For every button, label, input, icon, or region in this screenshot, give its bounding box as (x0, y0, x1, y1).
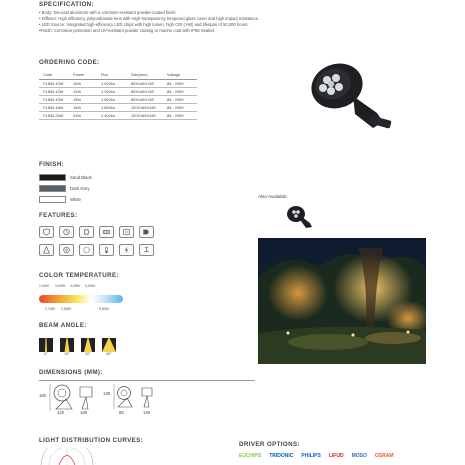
aluminum-body-icon (99, 226, 114, 238)
spec-line: • Diffuser: High efficiency polycarbonate lens with High-transparency tempered glass cover and high impact resistance. (39, 16, 260, 21)
table-header-row (39, 70, 197, 79)
cct-label: 3,000K (55, 284, 66, 288)
driver-brand-logos (239, 453, 394, 459)
table-cell: 85X146X138 (127, 87, 163, 95)
spec-line: • LED Source: Integrated high-efficiency LED chips with high lumen, high CRI (>90) and lifespan of 50,000 hours. (39, 22, 249, 27)
table-cell: 24W (69, 111, 97, 119)
table-cell: 120X189X180 (127, 111, 163, 119)
spec-line: • Body: Die-cast aluminum with a corrosion-resistant powder-coated finish. (39, 10, 177, 15)
beam-spread-icon (39, 244, 54, 256)
table-cell: 1,800lm (97, 103, 127, 111)
table-row (39, 79, 197, 87)
large-dimension-drawing (48, 383, 98, 413)
finish-label: Sand Black (70, 175, 92, 180)
cct-label: 2,700K (45, 307, 56, 311)
finish-swatches (39, 173, 92, 206)
table-cell: CLBEL10W (39, 79, 69, 87)
finish-label: White (70, 197, 81, 202)
cct-top-labels (39, 284, 123, 292)
mounting-bracket-icon (139, 244, 154, 256)
table-cell: 18W (69, 103, 97, 111)
driver-options-title: DRIVER OPTIONS: (239, 441, 301, 448)
cct-bottom-labels (39, 307, 123, 315)
voltage-input-icon (119, 244, 134, 256)
light-distribution-title: LIGHT DISTRIBUTION CURVES: (39, 437, 144, 444)
cct-label: 6,500K (99, 307, 110, 311)
finish-option (39, 184, 92, 193)
table-cell: 2,400lm (97, 111, 127, 119)
table-cell: 85X146X138 (127, 95, 163, 103)
beam-15-icon (60, 338, 74, 352)
table-cell: CLBEL15W (39, 95, 69, 103)
table-cell: 10W (69, 79, 97, 87)
table-cell: 85X146X138 (127, 79, 163, 87)
euchips-logo: EUCHIPS (239, 453, 262, 459)
ordering-code-title: ORDERING CODE: (39, 59, 100, 66)
table-cell: 85 - 265V (163, 87, 197, 95)
beam-option-30 (81, 338, 95, 356)
table-cell: 1,000lm (97, 79, 127, 87)
philips-logo: PHILIPS (301, 453, 321, 459)
finish-option (39, 173, 92, 182)
garden-scene-illustration (258, 238, 426, 364)
tridonic-logo: TRIDONIC (269, 453, 294, 459)
ik-impact-icon (59, 244, 74, 256)
color-temperature-title: COLOR TEMPERATURE: (39, 272, 119, 279)
dark-grey-swatch (39, 185, 66, 192)
table-cell: 1,200lm (97, 87, 127, 95)
sand-black-swatch (39, 174, 66, 181)
column-header: Voltage (163, 70, 197, 79)
beam-angle-label: 60° (106, 352, 112, 356)
table-cell: 12W (69, 87, 97, 95)
table-cell: CLBEL18W (39, 103, 69, 111)
table-row (39, 87, 197, 95)
specification-title: SPECIFICATION: (39, 1, 94, 8)
beam-angle-title: BEAM ANGLE: (39, 322, 87, 329)
beam-angle-options (39, 338, 116, 356)
small-width-value: 85 (119, 410, 124, 415)
alternate-product-image (284, 203, 314, 229)
table-cell: 85 - 265V (163, 103, 197, 111)
beam-angle-label: 5° (44, 352, 48, 356)
light-distribution-chart (39, 448, 95, 465)
table-cell: 15W (69, 95, 97, 103)
beam-5-icon (39, 338, 53, 352)
column-header: Power (69, 70, 97, 79)
cct-label: 4,000K (70, 284, 81, 288)
small-height-value: 138 (103, 391, 110, 396)
large-depth-value: 189 (80, 410, 87, 415)
table-row (39, 111, 197, 119)
finish-option (39, 195, 92, 204)
product-spotlight-image (295, 58, 395, 138)
finish-label: Dark Grey (70, 186, 90, 191)
cct-label: 5,000K (85, 284, 96, 288)
table-cell: 85 - 265V (163, 111, 197, 119)
cri-icon (79, 244, 94, 256)
beam-option-5 (39, 338, 53, 356)
specification-list (39, 10, 259, 34)
features-icon-grid (39, 226, 154, 256)
beam-angle-label: 30° (85, 352, 91, 356)
large-width-value: 120 (57, 410, 64, 415)
spec-line: •Finish: Corrosion protection and UV-resistant powder coating or marine coat with IP66 Sealed. (39, 28, 216, 33)
table-cell: 85 - 265V (163, 79, 197, 87)
small-dimension-drawing (112, 383, 162, 413)
features-title: FEATURES: (39, 212, 78, 219)
osram-logo: OSRAM (374, 453, 394, 459)
cct-label: 3,500K (61, 307, 72, 311)
column-header: Code (39, 70, 69, 79)
table-cell: 85 - 265V (163, 95, 197, 103)
lifud-logo: LIFUD (328, 453, 344, 459)
cct-label: 2,400K (39, 284, 50, 288)
energy-class-icon (139, 226, 154, 238)
table-cell: 120X189X180 (127, 103, 163, 111)
beam-30-icon (81, 338, 95, 352)
temperature-range-icon (99, 244, 114, 256)
finish-title: FINISH: (39, 161, 65, 168)
white-swatch (39, 196, 66, 203)
ordering-table (39, 70, 197, 120)
table-cell: CLBEL12W (39, 87, 69, 95)
beam-option-15 (60, 338, 74, 356)
driver-box-icon (119, 226, 134, 238)
beam-angle-label: 15° (64, 352, 70, 356)
dimensions-divider (39, 380, 255, 381)
garden-lighting-photo (258, 238, 426, 364)
ordering-table-wrap (39, 70, 197, 120)
column-header: Flux (97, 70, 127, 79)
column-header: Size(mm) (127, 70, 163, 79)
beam-option-60 (102, 338, 116, 356)
table-cell: 1,500lm (97, 95, 127, 103)
table-row (39, 103, 197, 111)
table-cell: CLBEL24W (39, 111, 69, 119)
lifespan-50000-icon (59, 226, 74, 238)
dimensions-title: DIMENSIONS (MM): (39, 369, 103, 376)
table-row (39, 95, 197, 103)
ip66-shield-icon (39, 226, 54, 238)
color-temperature-bar (39, 295, 123, 303)
small-depth-value: 146 (143, 410, 150, 415)
led-chip-icon (79, 226, 94, 238)
large-height-value: 180 (39, 393, 46, 398)
moso-logo: MOSO (351, 453, 367, 459)
also-available-label: Also Available: (258, 194, 288, 199)
beam-60-icon (102, 338, 116, 352)
